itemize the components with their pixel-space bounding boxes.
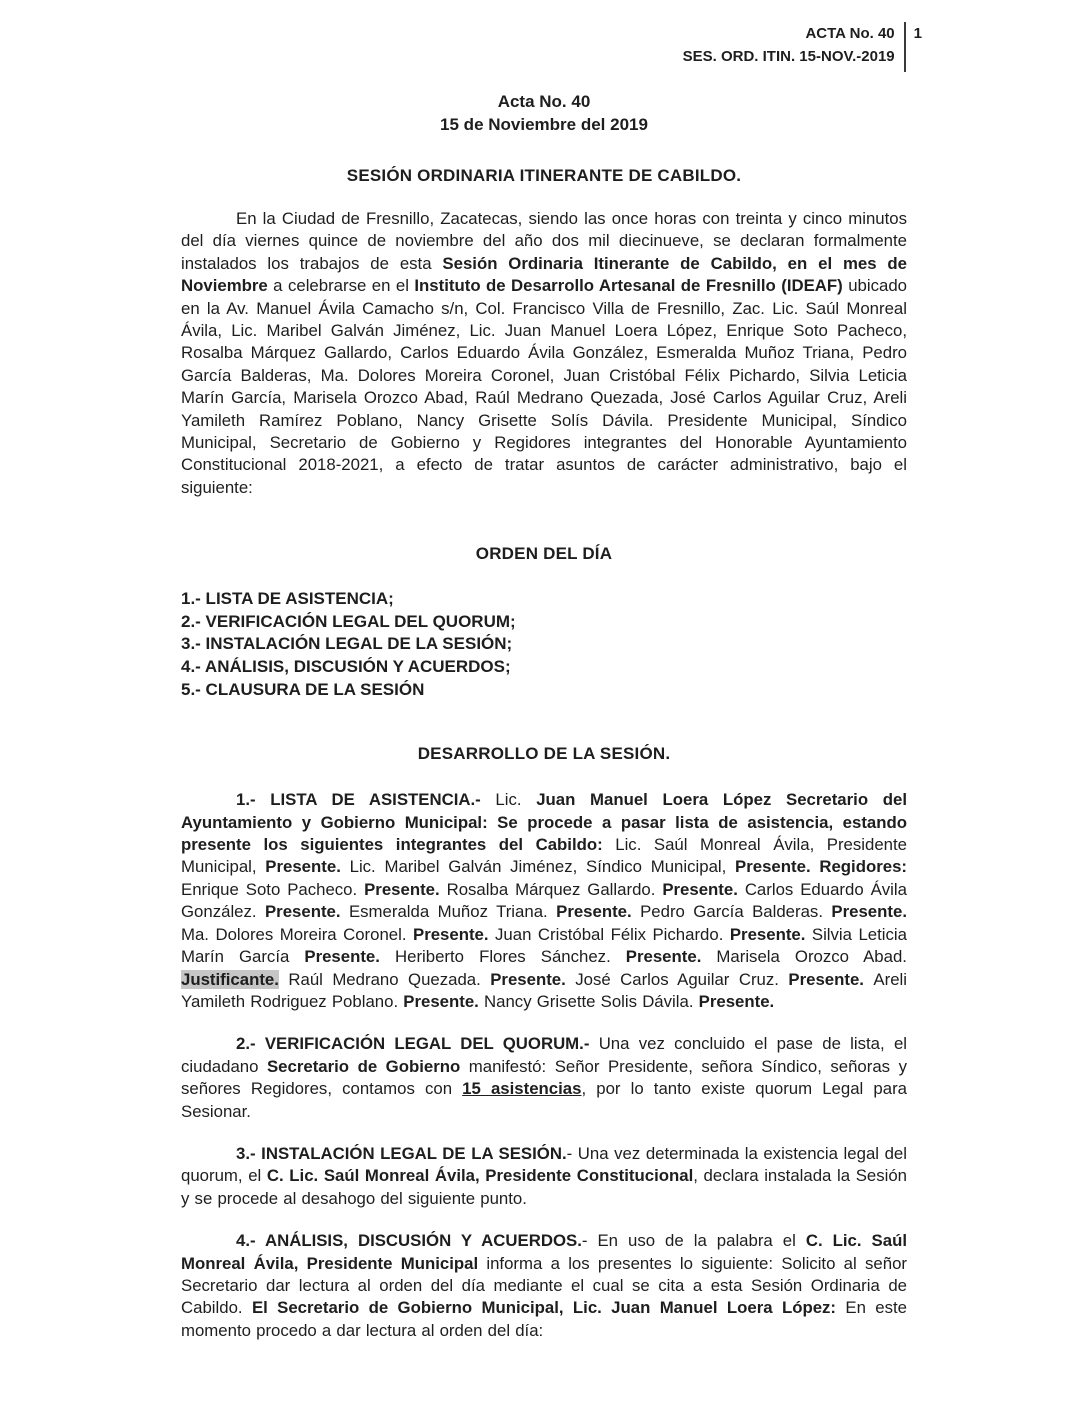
section-instalacion-legal: 3.- INSTALACIÓN LEGAL DE LA SESIÓN.- Una vez determinada la existencia legal del quorum, el C. Lic. Saúl Monreal Ávila, Presidente Constitucional, declara instalada la Sesión y se procede al desahogo del siguiente punto. <box>181 1143 908 1208</box>
doc-title-acta: Acta No. 40 <box>497 92 591 111</box>
orden-item-3: 3.- INSTALACIÓN LEGAL DE LA SESIÓN; <box>181 634 513 654</box>
page-header-lines <box>683 22 904 72</box>
section-lista-asistencia: 1.- LISTA DE ASISTENCIA.- Lic. Juan Manuel Loera López Secretario del Ayuntamiento y Gobierno Municipal: Se procede a pasar lista de asistencia, estando presente los siguientes integrantes del Cabildo: Lic. Saúl Monreal Ávila, Presidente Municipal, Presente. Lic. Maribel Galván Jiménez, Síndico Municipal, Presente. Regidores: Enrique Soto Pacheco. Presente. Rosalba Márquez Gallardo. Presente. Carlos Eduardo Ávila González. Presente. Esmeralda Muñoz Triana. Presente. Pedro García Balderas. Presente. Ma. Dolores Moreira Coronel. Presente. Juan Cristóbal Félix Pichardo. Presente. Silvia Leticia Marín García Presente. Heriberto Flores Sánchez. Presente. Marisela Orozco Abad. Justificante. Raúl Medrano Quezada. Presente. José Carlos Aguilar Cruz. Presente. Areli Yamileth Rodriguez Poblano. Presente. Nancy Grisette Solis Dávila. Presente. <box>181 790 907 1011</box>
doc-title <box>181 90 907 136</box>
orden-del-dia-heading: ORDEN DEL DÍA <box>475 544 613 564</box>
section-analisis-acuerdos: 4.- ANÁLISIS, DISCUSIÓN Y ACUERDOS.- En uso de la palabra el C. Lic. Saúl Monreal Ávila, Presidente Municipal informa a los presentes lo siguiente: Solicito al señor Secretario dar lectura al orden del día mediante el cual se cita a esta Sesión Ordinaria de Cabildo. El Secretario de Gobierno Municipal, Lic. Juan Manuel Loera López: En este momento procedo a dar lectura al orden del día: <box>181 1231 907 1340</box>
header-acta-label: ACTA No. 40 <box>805 25 895 42</box>
page-number: 1 <box>913 25 922 42</box>
desarrollo-heading: DESARROLLO DE LA SESIÓN. <box>417 744 671 764</box>
orden-item-2: 2.- VERIFICACIÓN LEGAL DEL QUORUM; <box>181 611 516 631</box>
orden-item-5: 5.- CLAUSURA DE LA SESIÓN <box>181 679 425 699</box>
header-session-label: SES. ORD. ITIN. 15-NOV.-2019 <box>682 48 895 65</box>
orden-item-1: 1.- LISTA DE ASISTENCIA; <box>181 589 394 609</box>
orden-item-4: 4.- ANÁLISIS, DISCUSIÓN Y ACUERDOS; <box>181 657 511 677</box>
doc-title-date: 15 de Noviembre del 2019 <box>440 115 648 134</box>
document-content <box>181 90 907 1342</box>
orden-del-dia-list <box>181 588 907 701</box>
section-verificacion-quorum: 2.- VERIFICACIÓN LEGAL DEL QUORUM.- Una vez concluido el pase de lista, el ciudadano Secretario de Gobierno manifestó: Señor Presidente, señora Síndico, señoras y señores Regidores, contamos con 15 asistencias, por lo tanto existe quorum Legal para Sesionar. <box>181 1034 908 1121</box>
session-heading: SESIÓN ORDINARIA ITINERANTE DE CABILDO. <box>346 166 742 185</box>
intro-paragraph: En la Ciudad de Fresnillo, Zacatecas, siendo las once horas con treinta y cinco minutos del día viernes quince de noviembre del año dos mil diecinueve, se declaran formalmente instalados los trabajos de esta Sesión Ordinaria Itinerante de Cabildo, en el mes de Noviembre a celebrarse en el Instituto de Desarrollo Artesanal de Fresnillo (IDEAF) ubicado en la Av. Manuel Ávila Camacho s/n, Col. Francisco Villa de Fresnillo, Zac. Lic. Saúl Monreal Ávila, Lic. Maribel Galván Jiménez, Lic. Juan Manuel Loera López, Enrique Soto Pacheco, Rosalba Márquez Gallardo, Carlos Eduardo Ávila González, Esmeralda Muñoz Triana, Pedro García Balderas, Ma. Dolores Moreira Coronel, Juan Cristóbal Félix Pichardo, Silvia Leticia Marín García, Marisela Orozco Abad, Raúl Medrano Quezada, José Carlos Aguilar Cruz, Areli Yamileth Ramírez Poblano, Nancy Grisette Solís Dávila. Presidente Municipal, Síndico Municipal, Secretario de Gobierno y Regidores integrantes del Honorable Ayuntamiento Constitucional 2018-2021, a efecto de tratar asuntos de carácter administrativo, bajo el siguiente: <box>181 209 908 497</box>
page-header <box>683 22 922 72</box>
